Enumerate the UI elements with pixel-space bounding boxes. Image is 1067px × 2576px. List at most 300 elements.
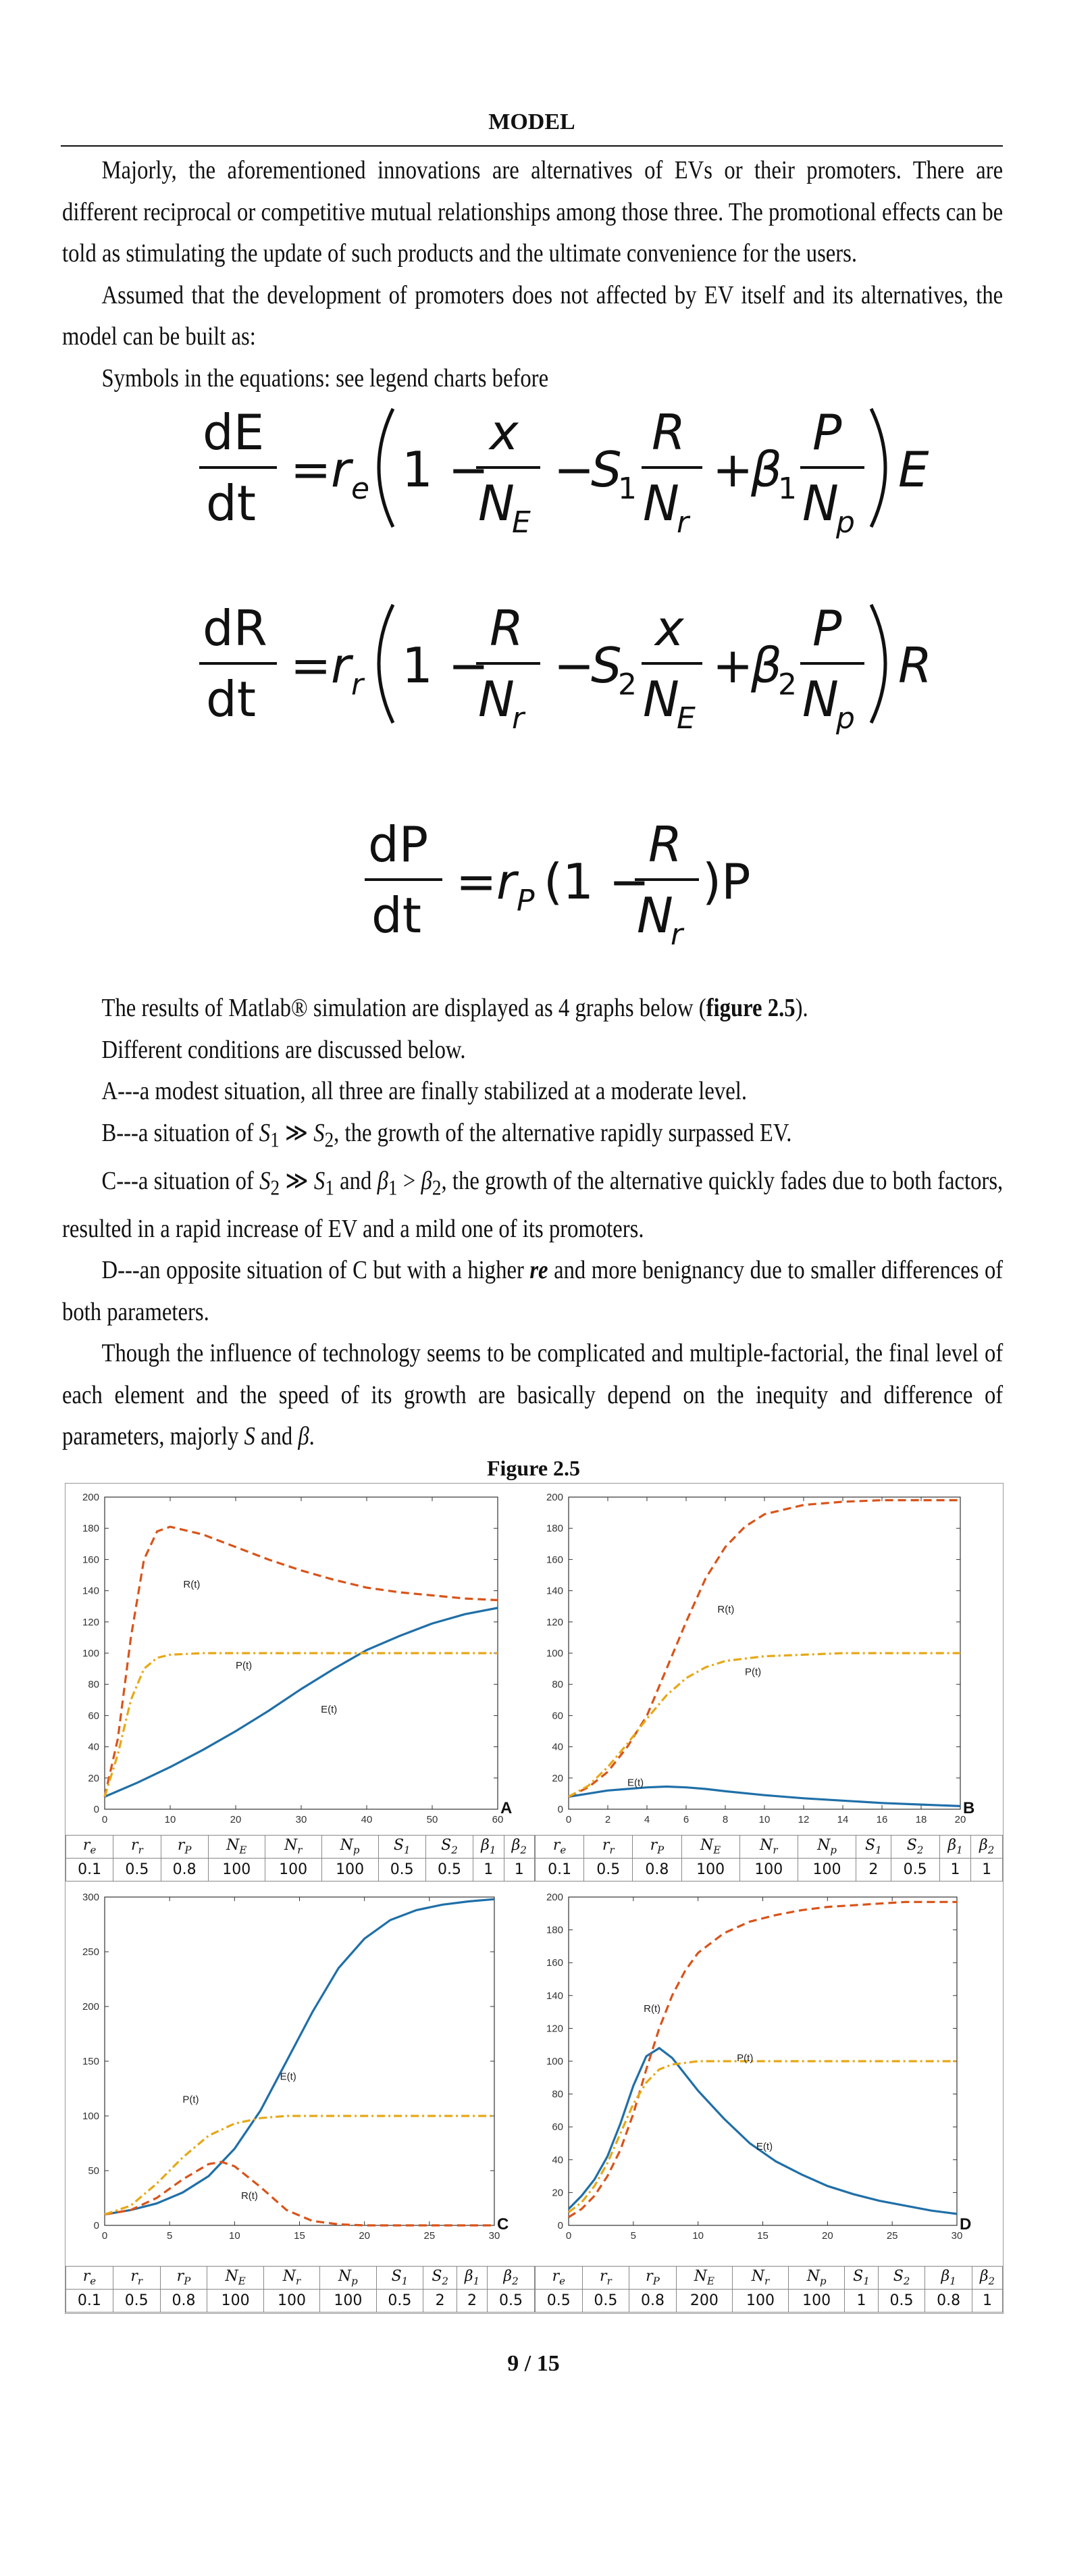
param-subscript: E (238, 2275, 246, 2288)
x-tick-label: 2 (604, 1814, 611, 1825)
param-symbol: β (979, 1837, 988, 1854)
x-tick-label: 0 (101, 1814, 108, 1825)
x-tick-label: 20 (359, 2230, 371, 2242)
y-tick-label: 40 (552, 2154, 563, 2166)
eq2-lhs-den: dt (206, 671, 256, 728)
param-subscript: r (295, 2275, 301, 2288)
p4-b: ). (795, 994, 808, 1022)
param-header (378, 1836, 425, 1859)
p8-a: C---a situation of (101, 1166, 260, 1195)
x-tick-label: 30 (295, 1814, 307, 1825)
param-symbol: S (432, 2268, 442, 2285)
param-value: 0.1 (66, 1859, 113, 1882)
param-value: 100 (320, 2290, 376, 2313)
eq1-s-sub: 1 (618, 472, 637, 506)
eq2-lparen (379, 605, 393, 723)
param-symbol: r (552, 2268, 560, 2285)
param-header-row (66, 1836, 535, 1859)
param-symbol: r (177, 1837, 185, 1854)
eq2-plus: + (712, 637, 754, 694)
x-tick-label: 25 (886, 2230, 898, 2242)
param-value: 0.5 (582, 2290, 629, 2313)
param-symbol: S (853, 2268, 864, 2285)
y-tick-label: 40 (88, 1741, 99, 1753)
param-symbol: N (694, 2268, 707, 2285)
param-header (972, 2267, 1002, 2290)
y-tick-label: 100 (82, 2111, 99, 2122)
param-value: 0.5 (425, 1859, 473, 1882)
series-annotation: E(t) (280, 2071, 296, 2083)
param-value: 0.8 (160, 2290, 207, 2313)
param-value: 1 (971, 1859, 1003, 1882)
panel-b (535, 1484, 1003, 1835)
param-value: 100 (681, 1859, 739, 1882)
param-value: 0.5 (536, 2290, 583, 2313)
param-value: 2 (457, 2290, 488, 2313)
param-header (681, 1836, 739, 1859)
param-symbol: β (464, 2268, 473, 2285)
p9-re: re (529, 1256, 548, 1285)
param-subscript: p (830, 1844, 837, 1857)
eq1-beta: β (751, 441, 782, 498)
p8-gt: > (397, 1166, 421, 1195)
eq3-pre: (1 − (544, 853, 650, 910)
plot-area (105, 1497, 498, 1809)
y-tick-label: 120 (546, 1616, 563, 1628)
param-subscript: r (297, 1844, 303, 1857)
x-tick-label: 0 (101, 2230, 108, 2242)
param-subscript: 1 (473, 2275, 480, 2288)
x-tick-label: 10 (692, 2230, 704, 2242)
eq3-tail: )P (702, 853, 751, 910)
figure-2-5 (65, 1483, 1004, 2314)
p10-and: and (255, 1422, 298, 1451)
y-tick-label: 140 (546, 1990, 563, 2002)
panel-a (66, 1484, 535, 1835)
x-tick-label: 30 (488, 2230, 500, 2242)
param-header (208, 1836, 265, 1859)
eq1-t1-num: x (490, 404, 519, 461)
param-subscript: 1 (489, 1844, 496, 1857)
y-tick-label: 60 (552, 1710, 563, 1722)
param-header (536, 1836, 584, 1859)
y-tick-label: 140 (546, 1585, 563, 1597)
param-value: 0.5 (378, 1859, 425, 1882)
p8-s2-sub: 1 (325, 1176, 334, 1200)
param-value: 100 (207, 2290, 263, 2313)
y-tick-label: 120 (82, 1616, 99, 1628)
eq1-lhs-num: dE (203, 404, 265, 461)
param-symbol: β (941, 2268, 950, 2285)
panel-label: B (963, 1799, 975, 1817)
intro-text (62, 150, 1003, 399)
param-header (536, 2267, 583, 2290)
param-symbol: S (391, 2268, 402, 2285)
param-header (113, 1836, 161, 1859)
param-subscript: 1 (956, 1844, 963, 1857)
x-tick-label: 60 (492, 1814, 504, 1825)
y-tick-label: 160 (546, 1957, 563, 1969)
p8-b1: β (377, 1166, 388, 1195)
plot-area (569, 1497, 960, 1809)
chart-c (66, 1882, 535, 2261)
param-symbol: N (282, 2268, 296, 2285)
param-value: 100 (789, 2290, 845, 2313)
param-subscript: r (609, 1844, 615, 1857)
series-annotation: R(t) (717, 1603, 735, 1615)
param-subscript: 1 (875, 1844, 882, 1857)
param-value: 2 (856, 1859, 891, 1882)
param-subscript: 2 (451, 1844, 458, 1857)
param-header-row (536, 1836, 1003, 1859)
param-subscript: P (652, 2275, 660, 2288)
param-value: 0.5 (488, 2290, 535, 2313)
param-value-row (536, 2290, 1003, 2313)
param-header (856, 1836, 891, 1859)
y-tick-label: 160 (546, 1554, 563, 1566)
series-annotation: E(t) (756, 2141, 773, 2153)
eq2-t3-den: N (802, 671, 839, 728)
eq2-beta-sub: 2 (778, 667, 797, 702)
param-value-row (66, 1859, 535, 1882)
eq1-one: 1 − (402, 441, 490, 498)
equation-1 (199, 404, 929, 540)
param-header (732, 2267, 788, 2290)
param-value: 0.5 (376, 2290, 423, 2313)
series-annotation: P(t) (737, 2052, 754, 2064)
p7-a: B---a situation of (101, 1118, 259, 1147)
param-symbol: S (893, 2268, 904, 2285)
param-subscript: E (707, 2275, 714, 2288)
p8-and: and (334, 1166, 378, 1195)
params-table-c (66, 2266, 535, 2313)
p7-s2-sub: 2 (324, 1128, 334, 1152)
x-tick-label: 50 (426, 1814, 438, 1825)
running-header: MODEL (488, 109, 575, 134)
param-header (207, 2267, 263, 2290)
eq2-beta: β (751, 637, 782, 694)
param-subscript: 2 (903, 2275, 910, 2288)
param-header (376, 2267, 423, 2290)
y-tick-label: 100 (546, 2056, 563, 2067)
chart-b (535, 1484, 1003, 1835)
p10-end: . (309, 1422, 315, 1451)
eq3-t-num: R (648, 816, 683, 873)
series-annotation: E(t) (627, 1777, 644, 1789)
param-subscript: p (819, 2275, 827, 2288)
param-header (971, 1836, 1003, 1859)
eq1-lhs-den: dt (206, 475, 256, 532)
y-tick-label: 200 (82, 2001, 99, 2013)
eq1-t3-den-sub: p (836, 505, 855, 540)
x-tick-label: 15 (294, 2230, 305, 2242)
param-symbol: β (511, 1837, 521, 1854)
y-tick-label: 80 (88, 1679, 99, 1691)
param-header-row (536, 2267, 1003, 2290)
param-header (113, 2267, 160, 2290)
param-value: 2 (423, 2290, 457, 2313)
series-annotation: R(t) (240, 2190, 258, 2202)
param-subscript: r (137, 2275, 143, 2288)
x-tick-label: 14 (837, 1814, 849, 1825)
param-header (504, 1836, 535, 1859)
paragraph-9 (62, 1250, 1003, 1333)
param-symbol: N (226, 1837, 240, 1854)
p8-s: S (259, 1166, 271, 1195)
param-value: 0.5 (584, 1859, 633, 1882)
series-annotation: P(t) (745, 1666, 762, 1678)
p7-s-sub: 1 (270, 1128, 280, 1152)
series-annotation: P(t) (236, 1660, 253, 1672)
param-value: 0.1 (66, 2290, 113, 2313)
discussion-text (62, 988, 1003, 1458)
param-header (891, 1836, 939, 1859)
y-tick-label: 120 (546, 2023, 563, 2035)
param-header (798, 1836, 856, 1859)
panel-label: C (497, 2215, 509, 2233)
paragraph-3: Symbols in the equations: see legend charts before (101, 363, 549, 393)
param-subscript: 1 (401, 2275, 409, 2288)
p8-b2: β (421, 1166, 432, 1195)
x-tick-label: 20 (821, 2230, 833, 2242)
param-symbol: β (481, 1837, 490, 1854)
series-annotation: R(t) (183, 1578, 201, 1590)
params-table-a (66, 1835, 535, 1882)
chart-d (535, 1882, 1003, 2261)
y-tick-label: 200 (546, 1892, 563, 1903)
param-subscript: E (713, 1844, 721, 1857)
eq2-t2-den: N (643, 671, 679, 728)
x-tick-label: 5 (630, 2230, 637, 2242)
p10-beta: β (298, 1422, 309, 1451)
param-symbol: r (82, 1837, 90, 1854)
p7-b: , the growth of the alternative rapidly surpassed EV. (334, 1118, 792, 1147)
param-symbol: N (338, 2268, 352, 2285)
figure-title: Figure 2.5 (486, 1456, 581, 1480)
param-header (425, 1836, 473, 1859)
param-symbol: N (760, 1837, 773, 1854)
param-subscript: r (606, 2275, 612, 2288)
param-value: 1 (845, 2290, 879, 2313)
param-header (845, 2267, 879, 2290)
param-header-row (66, 2267, 535, 2290)
param-subscript: r (773, 1844, 778, 1857)
y-tick-label: 80 (552, 2088, 563, 2100)
series-annotation: E(t) (321, 1703, 338, 1715)
paragraph-4 (62, 988, 1003, 1030)
param-value: 0.8 (633, 1859, 681, 1882)
param-header (161, 1836, 208, 1859)
param-subscript: e (560, 1844, 567, 1857)
param-symbol: r (602, 1837, 610, 1854)
param-value-row (66, 2290, 535, 2313)
p7-gg: ≫ (279, 1118, 314, 1147)
param-symbol: N (751, 2268, 765, 2285)
param-header (423, 2267, 457, 2290)
x-tick-label: 16 (876, 1814, 888, 1825)
x-tick-label: 15 (757, 2230, 769, 2242)
param-header (265, 1836, 321, 1859)
p7-s2: S (313, 1118, 325, 1147)
figure-ref: figure 2.5 (706, 994, 796, 1022)
equations-svg (196, 392, 939, 986)
x-tick-label: 30 (951, 2230, 963, 2242)
param-symbol: r (552, 1837, 561, 1854)
panel-label: A (500, 1799, 513, 1817)
eq3-t-den: N (637, 887, 673, 944)
y-tick-label: 200 (546, 1492, 563, 1503)
eq2-t2-den-sub: E (677, 701, 696, 736)
eq2-rparen (871, 605, 885, 723)
param-value: 1 (473, 1859, 504, 1882)
param-symbol: r (176, 2268, 184, 2285)
param-symbol: β (503, 2268, 513, 2285)
eq1-t1-den-sub: E (512, 505, 531, 540)
param-header (584, 1836, 633, 1859)
x-tick-label: 0 (565, 2230, 572, 2242)
param-value: 1 (972, 2290, 1002, 2313)
param-header (739, 1836, 798, 1859)
paragraph-6: A---a modest situation, all three are finally stabilized at a moderate level. (101, 1077, 747, 1105)
param-subscript: 1 (863, 2275, 870, 2288)
eq2-t2-num: x (655, 600, 684, 657)
paragraph-10 (62, 1333, 1003, 1458)
eq1-s: S (591, 441, 622, 498)
param-subscript: 2 (442, 2275, 448, 2288)
eq3-r: r (496, 853, 517, 910)
y-tick-label: 60 (552, 2121, 563, 2133)
eq2-r-sub: r (351, 667, 364, 702)
y-tick-label: 20 (88, 1772, 99, 1784)
x-tick-label: 25 (423, 2230, 436, 2242)
eq2-t1-den-sub: r (512, 701, 525, 736)
param-header (263, 2267, 319, 2290)
series-annotation: P(t) (182, 2094, 199, 2106)
eq2-minus: − (554, 637, 595, 694)
param-header (488, 2267, 535, 2290)
param-subscript: 1 (949, 2275, 956, 2288)
param-symbol: r (130, 2268, 138, 2285)
param-value: 0.1 (536, 1859, 584, 1882)
param-symbol: S (906, 1837, 917, 1854)
p8-b1-sub: 1 (388, 1176, 398, 1200)
eq1-rparen (871, 409, 885, 527)
p10-a: Though the influence of technology seems to be complicated and multiple-factorial, the final level of each element and the speed of its growth are basically depend on the inequity and difference of parameters, majorly (62, 1339, 1004, 1451)
y-tick-label: 180 (546, 1924, 563, 1936)
param-header (160, 2267, 207, 2290)
eq2-t1-den: N (478, 671, 515, 728)
x-tick-label: 40 (361, 1814, 373, 1825)
param-value: 100 (798, 1859, 856, 1882)
param-subscript: p (353, 1844, 360, 1857)
param-subscript: 1 (403, 1844, 411, 1857)
param-subscript: 2 (520, 1844, 527, 1857)
params-table-d (535, 2266, 1003, 2313)
equations (196, 392, 939, 986)
y-tick-label: 0 (93, 2220, 99, 2231)
eq3-lhs-num: dP (368, 816, 429, 873)
eq2-s: S (591, 637, 622, 694)
x-tick-label: 12 (798, 1814, 810, 1825)
param-header (473, 1836, 504, 1859)
x-tick-label: 20 (954, 1814, 966, 1825)
page-number: 9 / 15 (507, 2351, 560, 2376)
param-header (457, 2267, 488, 2290)
y-tick-label: 20 (552, 1772, 563, 1784)
x-tick-label: 4 (644, 1814, 650, 1825)
eq2-s-sub: 2 (618, 667, 637, 702)
y-tick-label: 200 (82, 1492, 99, 1503)
eq3-r-sub: P (517, 884, 535, 918)
eq2-r: r (331, 637, 351, 694)
param-symbol: r (82, 2268, 90, 2285)
param-value: 100 (321, 1859, 378, 1882)
param-subscript: 2 (512, 2275, 519, 2288)
param-value: 100 (265, 1859, 321, 1882)
param-symbol: β (979, 2268, 989, 2285)
y-tick-label: 160 (82, 1554, 99, 1566)
x-tick-label: 10 (164, 1814, 176, 1825)
param-header (878, 2267, 925, 2290)
param-subscript: 2 (988, 2275, 995, 2288)
paragraph-8 (62, 1161, 1003, 1251)
x-tick-label: 20 (230, 1814, 242, 1825)
param-value: 100 (732, 2290, 788, 2313)
param-symbol: N (700, 1837, 714, 1854)
param-header (320, 2267, 376, 2290)
y-tick-label: 20 (552, 2187, 563, 2199)
p8-s2: S (313, 1166, 326, 1195)
param-header (321, 1836, 378, 1859)
x-tick-label: 10 (758, 1814, 771, 1825)
paragraph-2: Assumed that the development of promoters does not affected by EV itself and its alternatives, the model can be built as: (62, 280, 1004, 351)
eq2-lhs-num: dR (203, 600, 267, 657)
param-subscript: E (239, 1844, 247, 1857)
eq1-minus: − (554, 441, 595, 498)
param-symbol: N (817, 1837, 831, 1854)
param-symbol: N (284, 1837, 298, 1854)
x-tick-label: 5 (166, 2230, 173, 2242)
y-tick-label: 40 (552, 1741, 563, 1753)
eq1-t1-den: N (478, 475, 515, 532)
equation-2 (199, 600, 932, 736)
param-value: 0.5 (891, 1859, 939, 1882)
y-tick-label: 60 (88, 1710, 99, 1722)
param-header (939, 1836, 971, 1859)
p10-s: S (244, 1422, 255, 1451)
y-tick-label: 0 (93, 1804, 99, 1815)
param-symbol: β (947, 1837, 957, 1854)
param-value: 0.8 (629, 2290, 677, 2313)
param-subscript: e (90, 1844, 97, 1857)
p4-a: The results of Matlab® simulation are displayed as 4 graphs below ( (101, 994, 706, 1022)
series-annotation: R(t) (644, 2003, 661, 2015)
chart-a (66, 1484, 535, 1835)
param-value: 0.5 (113, 1859, 161, 1882)
param-value: 200 (676, 2290, 732, 2313)
eq1-lparen (379, 409, 393, 527)
param-value: 0.8 (161, 1859, 208, 1882)
param-value: 0.5 (113, 2290, 160, 2313)
param-header (582, 2267, 629, 2290)
y-tick-label: 100 (546, 1648, 563, 1659)
p8-b: , the growth of the alternative quickly fades due to both factors, resulted in a rapid increase of EV and a mild one of its promoters. (62, 1166, 1004, 1243)
param-value: 1 (504, 1859, 535, 1882)
p9-b: and more benignancy due to smaller differences of both parameters. (62, 1256, 1004, 1326)
param-subscript: p (351, 2275, 358, 2288)
eq1-t2-den-sub: r (677, 505, 689, 540)
x-tick-label: 8 (722, 1814, 729, 1825)
